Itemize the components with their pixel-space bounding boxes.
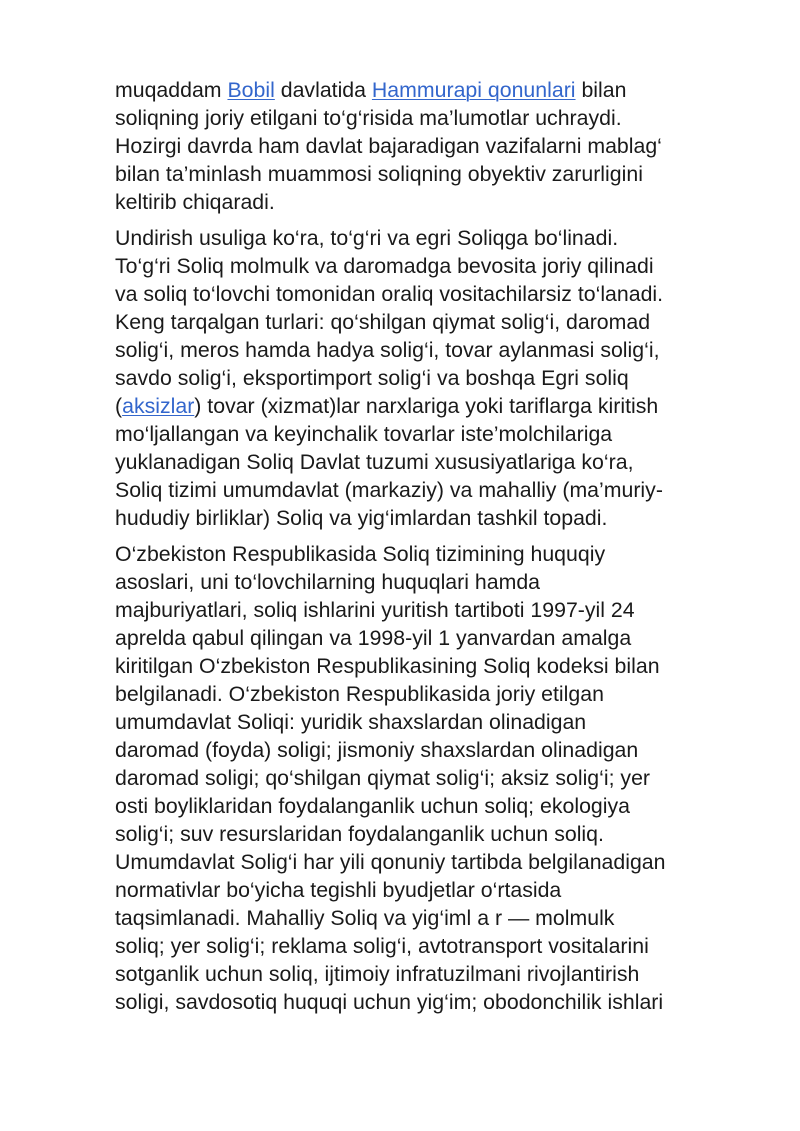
text-line bbox=[115, 932, 745, 960]
text-line bbox=[115, 792, 745, 820]
text-line bbox=[115, 252, 745, 280]
text-line bbox=[115, 708, 745, 736]
text-line bbox=[115, 764, 745, 792]
text-line bbox=[115, 132, 745, 160]
text-line bbox=[115, 104, 745, 132]
text-line bbox=[115, 76, 745, 104]
text-line bbox=[115, 624, 745, 652]
text-run: keltirib chiqaradi. bbox=[115, 190, 275, 214]
text-run: sotganlik uchun soliq, ijtimoiy infratuzilmani rivojlantirish bbox=[115, 962, 640, 986]
inline-link[interactable]: Bobil bbox=[227, 78, 275, 102]
text-line bbox=[115, 960, 745, 988]
text-run: Hozirgi davrda ham davlat bajaradigan vazifalarni mablag‘ bbox=[115, 134, 662, 158]
text-line bbox=[115, 420, 745, 448]
text-line bbox=[115, 364, 745, 392]
text-run: savdo solig‘i, eksportimport solig‘i va boshqa Egri soliq bbox=[115, 366, 629, 390]
text-run: ) tovar (xizmat)lar narxlariga yoki tariflarga kiritish bbox=[194, 394, 659, 418]
text-line bbox=[115, 336, 745, 364]
text-run: bilan ta’minlash muammosi soliqning obyektiv zarurligini bbox=[115, 162, 643, 186]
text-run: Soliq tizimi umumdavlat (markaziy) va mahalliy (ma’muriy- bbox=[115, 478, 663, 502]
text-run: ( bbox=[115, 394, 123, 418]
text-run: solig‘i; suv resurslaridan foydalanganlik uchun soliq. bbox=[115, 822, 604, 846]
text-run: taqsimlanadi. Mahalliy Soliq va yig‘iml a r — molmulk bbox=[115, 906, 615, 930]
text-run: daromad (foyda) soligi; jismoniy shaxslardan olinadigan bbox=[115, 738, 639, 762]
text-run: bilan bbox=[575, 78, 627, 102]
text-run: majburiyatlari, soliq ishlarini yuritish tartiboti 1997-yil 24 bbox=[115, 598, 635, 622]
inline-link[interactable]: aksizlar bbox=[122, 394, 195, 418]
text-run: va soliq to‘lovchi tomonidan oraliq vositachilarsiz to‘lanadi. bbox=[115, 282, 664, 306]
text-run: daromad soligi; qo‘shilgan qiymat solig‘i; aksiz solig‘i; yer bbox=[115, 766, 651, 790]
text-run: mo‘ljallangan va keyinchalik tovarlar iste’molchilariga bbox=[115, 422, 613, 446]
text-run: osti boyliklaridan foydalanganlik uchun soliq; ekologiya bbox=[115, 794, 630, 818]
text-line bbox=[115, 504, 745, 532]
text-line bbox=[115, 448, 745, 476]
text-line bbox=[115, 188, 745, 216]
text-line bbox=[115, 848, 745, 876]
text-run: belgilanadi. O‘zbekiston Respublikasida joriy etilgan bbox=[115, 682, 604, 706]
text-line bbox=[115, 224, 745, 252]
text-run: davlatida bbox=[274, 78, 372, 102]
text-run: kiritilgan O‘zbekiston Respublikasining Soliq kodeksi bilan bbox=[115, 654, 660, 678]
text-run: O‘zbekiston Respublikasida Soliq tizimining huquqiy bbox=[115, 542, 606, 566]
text-run: Undirish usuliga ko‘ra, to‘g‘ri va egri Soliqga bo‘linadi. bbox=[115, 226, 619, 250]
text-run: yuklanadigan Soliq Davlat tuzumi xususiyatlariga ko‘ra, bbox=[115, 450, 634, 474]
text-line bbox=[115, 652, 745, 680]
text-line bbox=[115, 392, 745, 420]
text-line bbox=[115, 680, 745, 708]
paragraph-1 bbox=[115, 76, 745, 216]
text-line bbox=[115, 736, 745, 764]
text-run: hududiy birliklar) Soliq va yig‘imlardan tashkil topadi. bbox=[115, 506, 608, 530]
text-run: muqaddam bbox=[115, 78, 228, 102]
text-run: normativlar bo‘yicha tegishli byudjetlar o‘rtasida bbox=[115, 878, 562, 902]
text-run: umumdavlat Soliqi: yuridik shaxslardan olinadigan bbox=[115, 710, 587, 734]
text-run: soliq; yer solig‘i; reklama solig‘i, avtotransport vositalarini bbox=[115, 934, 649, 958]
text-run: soligi, savdosotiq huquqi uchun yig‘im; obodonchilik ishlari bbox=[115, 990, 664, 1014]
text-run: Keng tarqalgan turlari: qo‘shilgan qiymat solig‘i, daromad bbox=[115, 310, 651, 334]
text-run: soliqning joriy etilgani to‘g‘risida ma’lumotlar uchraydi. bbox=[115, 106, 622, 130]
inline-link[interactable]: Hammurapi qonunlari bbox=[371, 78, 576, 102]
text-line bbox=[115, 820, 745, 848]
text-run: To‘g‘ri Soliq molmulk va daromadga bevosita joriy qilinadi bbox=[115, 254, 654, 278]
text-run: Umumdavlat Solig‘i har yili qonuniy tartibda belgilanadigan bbox=[115, 850, 666, 874]
paragraph-2 bbox=[115, 224, 745, 532]
text-run: solig‘i, meros hamda hadya solig‘i, tovar aylanmasi solig‘i, bbox=[115, 338, 660, 362]
text-line bbox=[115, 904, 745, 932]
document-body bbox=[115, 76, 745, 1024]
text-line bbox=[115, 596, 745, 624]
text-run: aprelda qabul qilingan va 1998-yil 1 yanvardan amalga bbox=[115, 626, 632, 650]
text-line bbox=[115, 160, 745, 188]
text-line bbox=[115, 876, 745, 904]
text-run: asoslari, uni to‘lovchilarning huquqlari hamda bbox=[115, 570, 541, 594]
text-line bbox=[115, 476, 745, 504]
text-line bbox=[115, 308, 745, 336]
paragraph-3 bbox=[115, 540, 745, 1016]
text-line bbox=[115, 988, 745, 1016]
text-line bbox=[115, 280, 745, 308]
text-line bbox=[115, 540, 745, 568]
text-line bbox=[115, 568, 745, 596]
